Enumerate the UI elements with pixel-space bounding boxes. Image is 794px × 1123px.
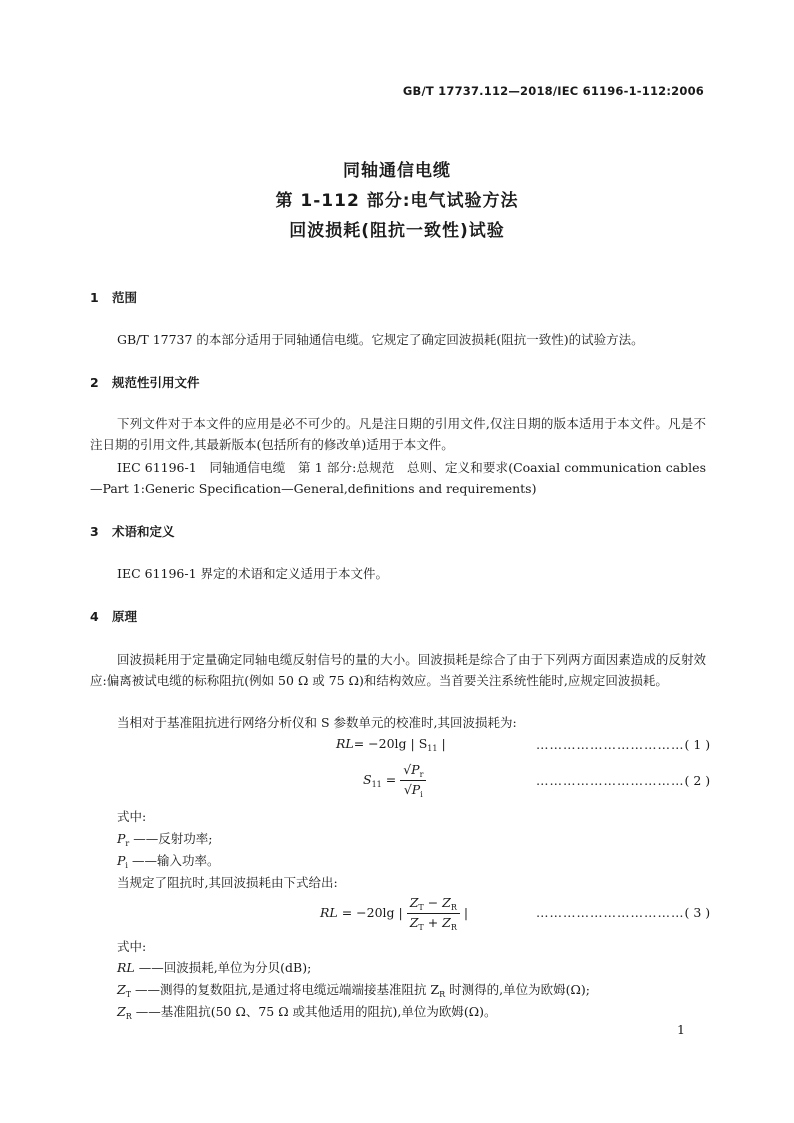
zr-desc: ——基准阻抗(50 Ω、75 Ω 或其他适用的阻抗),单位为欧姆(Ω)。	[135, 1004, 497, 1019]
page-number: 1	[677, 1022, 685, 1037]
eq3-den-b: Z	[442, 915, 451, 930]
equation-1-number-line	[536, 737, 711, 752]
eq3-num-op: −	[423, 895, 443, 910]
zt-sub: T	[125, 990, 132, 999]
pr-sub: r	[125, 839, 130, 848]
eq3-denominator	[407, 914, 460, 932]
zt-desc-sub: R	[439, 990, 446, 999]
standard-code-header: GB/T 17737.112—2018/IEC 61196-1-112:2006	[402, 84, 704, 98]
eq2-fraction	[400, 762, 426, 799]
pr-symbol: P	[117, 831, 126, 846]
section-number: 1	[90, 290, 99, 305]
eq2-num-sub: r	[419, 770, 424, 779]
document-title-line3: 回波损耗(阻抗一致性)试验	[289, 221, 505, 241]
section-1-heading	[90, 288, 137, 306]
eq2-den-symbol: √P	[403, 782, 421, 797]
eq3-den-b-sub: R	[450, 923, 457, 932]
equation-1-number: ( 1 )	[684, 737, 711, 752]
section-title: 术语和定义	[112, 524, 175, 539]
section-title: 范围	[112, 290, 138, 305]
eq2-lhs-sub: 11	[371, 780, 382, 789]
eq3-den-a: Z	[409, 915, 419, 930]
eq2-num-symbol: √P	[403, 762, 420, 777]
section-number: 4	[90, 609, 99, 624]
document-title-line2: 第 1-112 部分:电气试验方法	[275, 191, 519, 211]
eq3-den-a-sub: T	[418, 923, 424, 932]
pi-symbol: P	[117, 853, 126, 868]
symbol-pr-definition	[117, 829, 212, 848]
section-4-heading	[90, 607, 137, 625]
leader-dots: ……………………………	[536, 773, 685, 788]
eq2-denominator	[400, 781, 426, 799]
eq3-numerator	[407, 895, 460, 914]
eq3-suffix: |	[463, 905, 469, 920]
eq3-num-a-sub: T	[418, 903, 424, 912]
eq3-num-b-sub: R	[450, 903, 457, 912]
section-1-paragraph: GB/T 17737 的本部分适用于同轴通信电缆。它规定了确定回波损耗(阻抗一致性)的试验方法。	[117, 332, 644, 347]
normative-reference: IEC 61196-1 同轴通信电缆 第 1 部分:总规范 总则、定义和要求(Coaxial communication cables—Part 1:Generic Specification—General,definitions and requirements)	[90, 460, 706, 496]
eq3-num-a: Z	[409, 895, 419, 910]
pi-desc: ——输入功率。	[131, 853, 220, 868]
pi-sub: i	[125, 861, 128, 870]
eq1-rhs-suffix: |	[437, 736, 446, 751]
section-number: 3	[90, 524, 99, 539]
rl-symbol: RL	[117, 960, 135, 975]
symbol-zr-definition	[117, 1002, 497, 1021]
section-title: 原理	[112, 609, 138, 624]
eq3-lhs: RL	[320, 905, 338, 920]
rl-desc: ——回波损耗,单位为分贝(dB);	[138, 960, 312, 975]
eq3-fraction	[407, 895, 460, 932]
equation-1	[336, 736, 446, 753]
leader-dots: ……………………………	[536, 737, 685, 752]
section-number: 2	[90, 375, 99, 390]
eq2-den-sub: i	[420, 790, 423, 799]
section-title: 规范性引用文件	[112, 375, 200, 390]
eq2-numerator	[400, 762, 426, 781]
zr-symbol: Z	[117, 1004, 126, 1019]
leader-dots: ……………………………	[536, 905, 685, 920]
eq3-prefix: = −20lg |	[337, 905, 403, 920]
symbol-zt-definition	[117, 980, 590, 999]
eq2-lhs: S	[363, 772, 372, 787]
equation-2-number-line	[536, 773, 711, 788]
zr-sub: R	[125, 1012, 132, 1021]
equation-2-number: ( 2 )	[684, 773, 711, 788]
zt-desc-end: 时测得的,单位为欧姆(Ω);	[445, 982, 590, 997]
eq3-num-b: Z	[442, 895, 451, 910]
equation-2	[363, 762, 426, 799]
eq2-equals: =	[381, 772, 397, 787]
equation-3	[320, 895, 468, 932]
section-4-paragraph: 回波损耗用于定量确定同轴电缆反射信号的量的大小。回波损耗是综合了由于下列两方面因素造成的反射效应:偏离被试电缆的标称阻抗(例如 50 Ω 或 75 Ω)和结构效应。当首要关注系统性能时,应规定回波损耗。	[90, 652, 706, 688]
where-label-2: 式中:	[117, 939, 147, 954]
equation-3-number: ( 3 )	[684, 905, 711, 920]
eq1-lhs: RL	[336, 736, 354, 751]
zt-desc: ——测得的复数阻抗,是通过将电缆远端端接基准阻抗 Z	[135, 982, 440, 997]
zt-symbol: Z	[117, 982, 126, 997]
where-label-1: 式中:	[117, 809, 147, 824]
section-2-paragraph: 下列文件对于本文件的应用是必不可少的。凡是注日期的引用文件,仅注日期的版本适用于本文件。凡是不注日期的引用文件,其最新版本(包括所有的修改单)适用于本文件。	[90, 416, 706, 452]
section-3-paragraph: IEC 61196-1 界定的术语和定义适用于本文件。	[117, 566, 389, 581]
eq3-den-op: +	[423, 915, 443, 930]
symbol-rl-definition	[117, 958, 311, 976]
section-2-heading	[90, 373, 200, 391]
document-title-line1: 同轴通信电缆	[343, 161, 451, 181]
eq1-rhs-sub: 11	[427, 744, 438, 753]
section-3-heading	[90, 522, 175, 540]
specified-intro: 当规定了阻抗时,其回波损耗由下式给出:	[117, 875, 338, 890]
calibration-intro: 当相对于基准阻抗进行网络分析仪和 S 参数单元的校准时,其回波损耗为:	[117, 715, 517, 730]
pr-desc: ——反射功率;	[133, 831, 213, 846]
equation-3-number-line	[536, 905, 711, 920]
eq1-rhs-prefix: = −20lg | S	[353, 736, 428, 751]
symbol-pi-definition	[117, 851, 219, 870]
